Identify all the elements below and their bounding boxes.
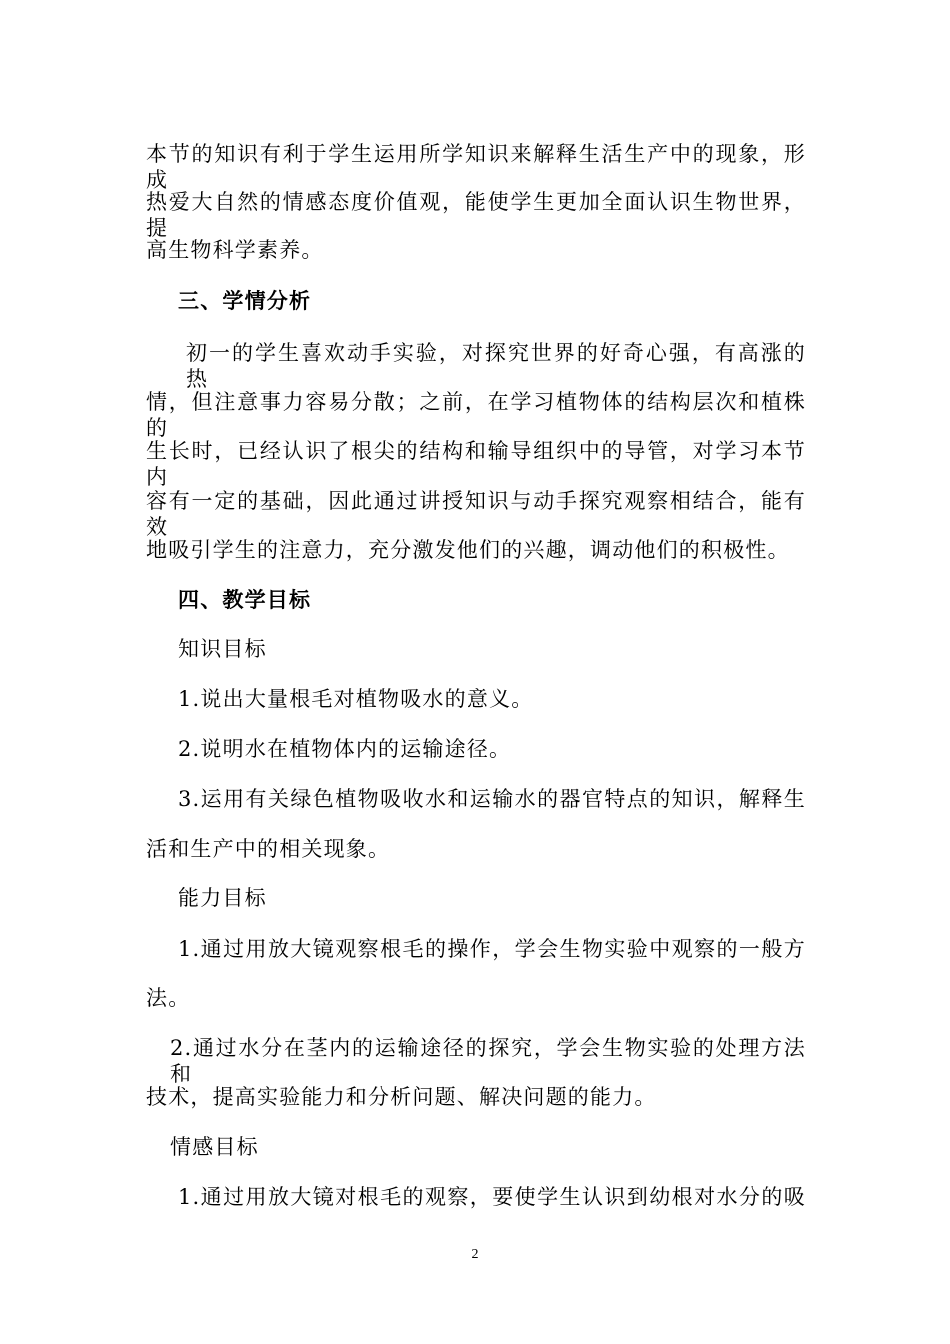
section-heading-teaching-goals: 四、教学目标 <box>178 587 312 612</box>
intro-line-2: 热爱大自然的情感态度价值观，能使学生更加全面认识生物世界，提 <box>146 190 806 240</box>
section3-line-1: 初一的学生喜欢动手实验，对探究世界的好奇心强，有高涨的热 <box>186 341 806 391</box>
ability-item-1-line-2: 法。 <box>146 986 191 1010</box>
knowledge-item-2: 2.说明水在植物体内的运输途径。 <box>178 737 512 761</box>
ability-item-1-line-1: 1.通过用放大镜观察根毛的操作，学会生物实验中观察的一般方 <box>178 937 806 961</box>
section3-line-2: 情，但注意事力容易分散；之前，在学习植物体的结构层次和植株的 <box>146 390 806 440</box>
section-heading-learning-analysis: 三、学情分析 <box>178 288 312 313</box>
page-number: 2 <box>471 1247 479 1262</box>
section3-line-4: 容有一定的基础，因此通过讲授知识与动手探究观察相结合，能有效 <box>146 489 806 539</box>
knowledge-item-3-line-2: 活和生产中的相关现象。 <box>146 837 391 861</box>
ability-item-2-line-1: 2.通过水分在茎内的运输途径的探究，学会生物实验的处理方法和 <box>170 1036 806 1086</box>
knowledge-item-1: 1.说出大量根毛对植物吸水的意义。 <box>178 687 534 711</box>
intro-line-3: 高生物科学素养。 <box>146 238 324 262</box>
ability-item-2-line-2: 技术，提高实验能力和分析问题、解决问题的能力。 <box>146 1085 657 1109</box>
emotion-item-1-line-1: 1.通过用放大镜对根毛的观察，要使学生认识到幼根对水分的吸 <box>178 1185 806 1209</box>
section3-line-5: 地吸引学生的注意力，充分激发他们的兴趣，调动他们的积极性。 <box>146 538 790 562</box>
knowledge-goals-label: 知识目标 <box>178 637 267 661</box>
intro-line-1: 本节的知识有利于学生运用所学知识来解释生活生产中的现象，形成 <box>146 142 806 192</box>
section3-line-3: 生长时，已经认识了根尖的结构和输导组织中的导管，对学习本节内 <box>146 439 806 489</box>
knowledge-item-3-line-1: 3.运用有关绿色植物吸收水和运输水的器官特点的知识，解释生 <box>178 787 806 811</box>
ability-goals-label: 能力目标 <box>178 886 267 910</box>
emotion-goals-label: 情感目标 <box>170 1135 259 1159</box>
